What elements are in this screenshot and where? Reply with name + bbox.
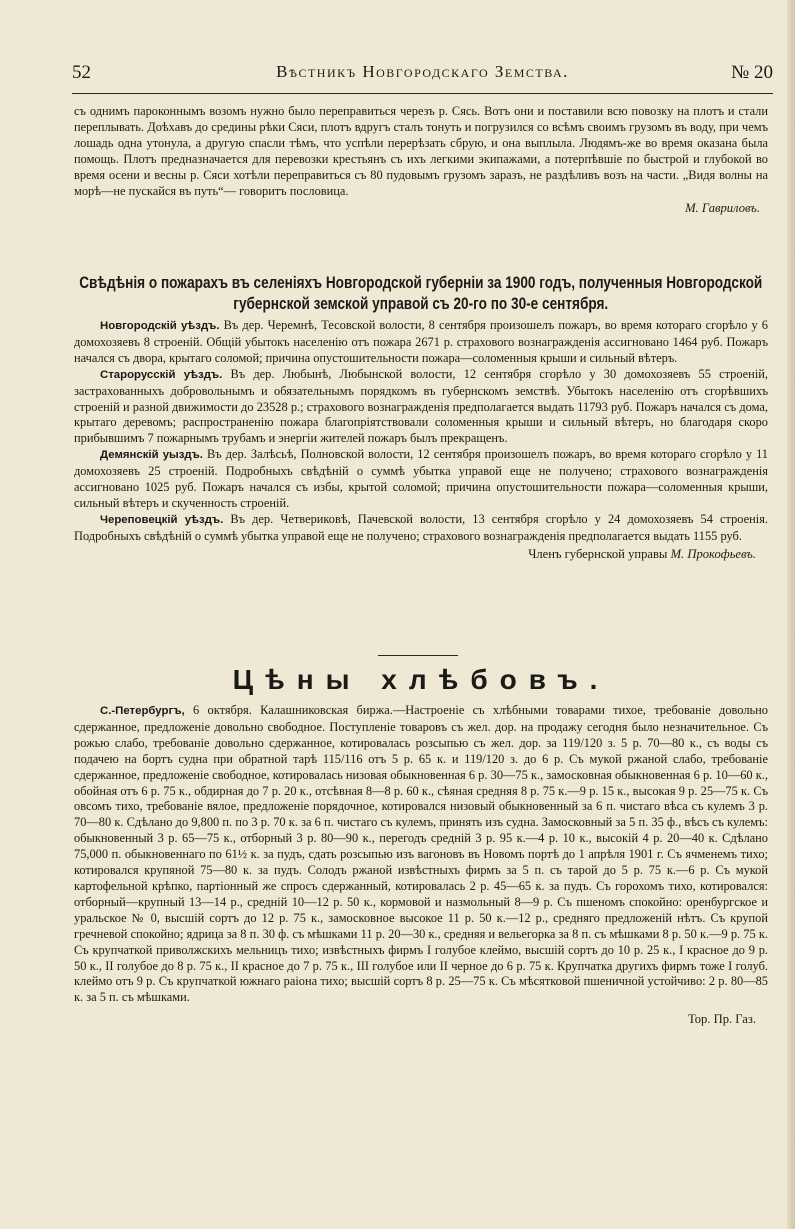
grain-prices-text xyxy=(74,703,768,1006)
journal-title: Вѣстникъ Новгородскаго Земства. xyxy=(276,62,569,81)
article-signature: М. Гавриловъ. xyxy=(685,201,760,216)
district-text: Въ дер. Любынѣ, Любынской волости, 12 сентября сгорѣло у 30 домохозяевъ 55 строеній, застрахованныхъ добровольнымъ и обязательнымъ порядкомъ въ губернскомъ земствѣ. Убытокъ населенію отъ сгорѣвшихъ строеній и разной движимости до 23528 р.; страхового вознагражденія предполагается выдать 11793 руб. Пожаръ начался съ дома, крытаго деревомъ; распространенію пожара благопріятствовали соломенныя крыши и сильный вѣтеръ, но благодаря скоро прибывшимъ 7 пожарнымъ трубамъ и энергіи жителей пожаръ былъ прекращенъ. xyxy=(74,366,768,446)
district-entry xyxy=(74,367,768,448)
fire-report-heading: Свѣдѣнія о пожарахъ въ селеніяхъ Новгородской губерніи за 1900 годъ, полученныя Новгородской губернской земской управой съ 20-го по 30-е сентября. xyxy=(79,273,763,313)
page-number: 52 xyxy=(72,62,91,83)
grain-prices xyxy=(74,703,768,1027)
signature-prefix: Членъ губернской управы xyxy=(528,546,668,561)
fire-report xyxy=(74,272,768,562)
district-entry xyxy=(74,318,768,367)
header-rule xyxy=(72,93,773,94)
article-body-1 xyxy=(74,104,768,216)
district-text: Въ дер. Черемнѣ, Тесовской волости, 8 сентября произошелъ пожаръ, во время котораго сгорѣло у 6 домохозяевъ 8 строеній. Общій убытокъ населенію отъ пожара 2671 р. страхового вознагражденія ассигновано 1464 руб. Пожаръ начался съ двора, крытаго соломой; причина опустошительности пожара—соломенныя крыши и сильный вѣтеръ. xyxy=(74,318,768,365)
article-text: съ однимъ пароконнымъ возомъ нужно было переправиться черезъ р. Сясь. Вотъ они и поставили всю повозку на плотъ и стали переплывать. Доѣхавъ до средины рѣки Сяси, плотъ вдругъ сталъ тонуть и погрузился со всѣмъ своимъ грузомъ въ воду, при чемъ лошадь одна утонула, а другую спасли тѣмъ, что успѣли перерѣзать сбрую, и она выплыла. Людямъ-же во время оказана была помощь. Плотъ предназначается для перевозки крестьянъ съ ихъ легкими экипажами, а потерпѣвшіе по быстрой и глубокой во время осени и весны р. Сяси хотѣли переправиться съ 80 пудовымъ грузомъ заразъ, не раздѣливъ возъ на части. „Видя волны на морѣ—не пускайся въ путь“— говоритъ пословица. xyxy=(74,104,768,198)
district-label: Череповецкій уѣздъ. xyxy=(100,513,224,526)
district-entry xyxy=(74,447,768,512)
city-label: С.-Петербургъ, xyxy=(100,705,185,717)
page-header xyxy=(72,62,773,88)
district-entry xyxy=(74,512,768,545)
grain-prices-source: Тор. Пр. Газ. xyxy=(687,1012,756,1027)
fire-report-signature xyxy=(74,547,756,562)
district-text: Въ дер. Залѣсьѣ, Полновской волости, 12 сентября произошелъ пожаръ, во время котораго сгорѣло у 11 домохозяевъ 25 строеній. Подробныхъ свѣдѣній о суммѣ убытка управой еще не получено; страхового вознагражденія ассигновано 1025 руб. Пожаръ начался съ избы, крытой соломой; причина опустошительности пожара—соломенныя крыши, сильный вѣтеръ и скученность строеній. xyxy=(74,447,768,510)
market-report: 6 октября. Калашниковская биржа.—Настроеніе съ хлѣбными товарами тихое, требованіе довольно сдержанное, предложеніе довольно свободное. Поступленіе товаровъ съ жел. дор. на продажу сегодня было незначительное. Съ рожью слабо, требованіе довольно сдержанное, котировалась розсыпью съ жел. дор. за 119/120 з. 5 р. 70—80 к., съ воды съ подачею на бортъ судна при обратной тарѣ 115/116 отъ 5 р. 65 к. и 119/120 з. до 6 р. Съ мукой ржаной слабо, требованіе сдержанное, предложеніе свободное, котировалась низовая обыкновенная 6 р. 30—75 к., замосковная обыкновенная 6 р. 10—60 к., обойная отъ 6 р. 75 к., обдирная до 7 р. 20 к., отсѣвная 8—8 р. 60 к., сѣяная средняя 8 р. 75 к.—9 р. 15 к., высокая 9 р. 25—75 к. Съ овсомъ тихо, требованіе вялое, предложеніе порядочное, котировался низовый обыкновенный за 6 п. чистаго вѣса съ кулемъ 3 р. 70—80 к. Сдѣлано до 9,800 п. по 3 р. 70 к. за 6 п. чистаго съ кулемъ, принять изъ судна. Замосковный за 5 п. 35 ф., вѣсъ съ кулемъ: обыкновенный 3 р. 65—75 к., отборный 3 р. 80—90 к., перегодъ средній 3 р. 95 к.—4 р. 10 к., высокій 4 р. 20—40 к. Сдѣлано 75,000 п. обыкновеннаго по 61½ к. за пудъ, сдать розсыпью изъ вагоновъ въ Новомъ портѣ до 1 апрѣля 1901 г. Съ ячменемъ тихо; котировался крупяной 75—80 к. за пудъ. Солодъ ржаной извѣстныхъ фирмъ за 5 п. съ тарой до 5 р. 75 к.—6 р. Съ мукой картофельной крѣпко, партіонный же спросъ сдержанный, котировалась 2 р. 45—65 к. за пудъ. Съ горохомъ тихо, котировался: отборный—крупный 13—14 р., средній 10—12 р. 50 к., кормовой и назмольный 8—9 р. Съ пшеномъ спокойно: оренбургское и уральское № 0, высшій сортъ до 12 р. 75 к., замосковное высокое 11 р. 50 к.—12 р., средняго предложеній нѣтъ. Съ крупой гречневой спокойно; ядрица за 8 п. 30 ф. съ мѣшками 11 р. 20—30 к., средняя и вельегорка за 8 п. съ мѣшками 8 р. 50 к.—9 р. 75 к. Съ крупчаткой приволжскихъ мельницъ тихо; извѣстныхъ фирмъ I голубое клеймо, высшій сортъ до 10 р. 25 к., I красное до 9 р. 50 к., II голубое до 8 р. 75 к., II красное до 7 р. 75 к., III голубое или II черное до 6 р. 75 к. Крупчатка другихъ фирмъ тоже I голуб. клеймо отъ 9 р. Съ крупчаткой южнаго раіона тихо; высшій сортъ 8 р. 25—75 к. Съ мѣсятковой пшеничной устойчиво: 2 р. 80—85 к. за 5 п. съ мѣшками. xyxy=(74,703,768,1005)
section-divider xyxy=(378,655,458,656)
signature-name: М. Прокофьевъ. xyxy=(670,546,756,561)
district-text: Въ дер. Четвериковѣ, Пачевской волости, 13 сентября сгорѣло у 24 домохозяевъ 54 строенія. Подробныхъ свѣдѣній о суммѣ убытка управой еще не получено; страхового вознагражденія предполагается выдать 1155 руб. xyxy=(74,511,768,543)
grain-prices-heading: Цѣны хлѣбовъ. xyxy=(232,664,610,695)
page-edge xyxy=(787,0,795,1229)
issue-number: № 20 xyxy=(731,62,773,83)
district-label: Новгородскій уѣздъ. xyxy=(100,320,220,332)
district-label: Демянскій уыздъ. xyxy=(100,449,203,462)
district-label: Старорусскій уѣздъ. xyxy=(100,368,223,381)
